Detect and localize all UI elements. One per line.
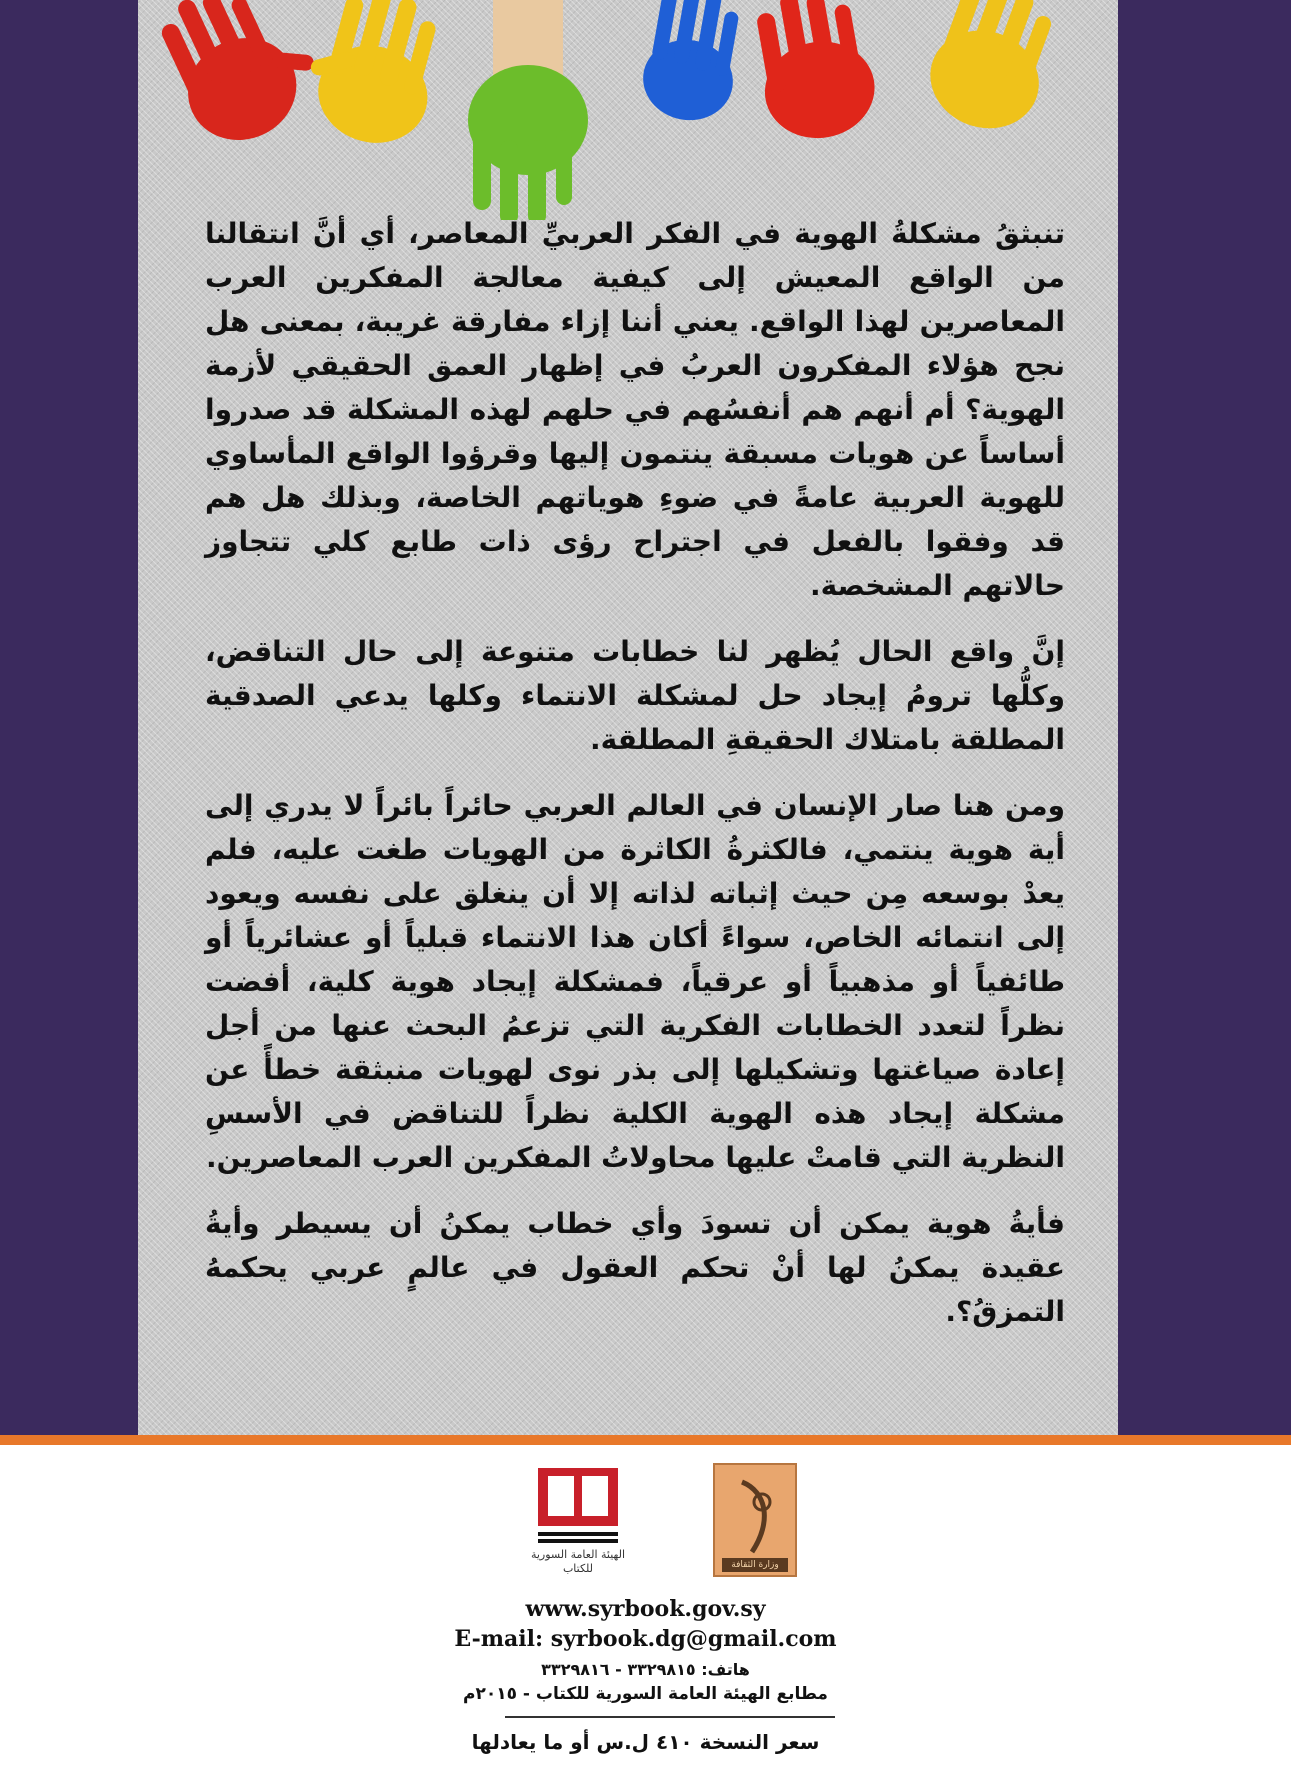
painted-hands-illustration bbox=[138, 0, 1118, 220]
website-link[interactable]: www.syrbook.gov.sy bbox=[525, 1596, 766, 1622]
printer-info: مطابع الهيئة العامة السورية للكتاب - ٢٠١٥م bbox=[463, 1684, 828, 1704]
price-label: سعر النسخة ٤١٠ ل.س أو ما يعادلها bbox=[471, 1730, 820, 1754]
book-authority-caption: الهيئة العامة السورية للكتاب bbox=[530, 1548, 626, 1575]
orange-divider bbox=[0, 1435, 1291, 1445]
phone-numbers: هاتف: ٣٣٢٩٨١٥ - ٣٣٢٩٨١٦ bbox=[541, 1660, 750, 1679]
ministry-caption: وزارة الثقافة bbox=[731, 1560, 779, 1570]
footer-divider bbox=[505, 1716, 835, 1718]
ministry-of-culture-logo bbox=[712, 1462, 798, 1580]
paragraph-3: ومن هنا صار الإنسان في العالم العربي حائراً بائراً لا يدري إلى أية هوية ينتمي، فالكثرةُ الكاثرة من الهويات طغت عليه، فلم يعدْ بوسعه مِن حيث إثباته لذاته إلا أن ينغلق على نفسه ويعود إلى انتمائه الخاص، سواءً أكان هذا الانتماء قبلياً أو عشائرياً أو طائفياً أو مذهبياً أو عرقياً، فمشكلة إيجاد هوية كلية، أفضت نظراً لتعدد الخطابات الفكرية التي تزعمُ البحث عنها من أجل إعادة صياغتها وتشكيلها إلى بذر نوى لهويات منبثقة خطأً عن مشكلة إيجاد هذه الهوية الكلية نظراً للتناقض في الأسسِ النظرية التي قامتْ عليها محاولاتُ المفكرين العرب المعاصرين. bbox=[205, 789, 1065, 1174]
hands-icon bbox=[138, 0, 1118, 220]
syrian-book-authority-logo bbox=[530, 1462, 626, 1580]
paragraph-2: إنَّ واقع الحال يُظهر لنا خطابات متنوعة إلى حال التناقض، وكلُّها ترومُ إيجاد حل لمشكلة الانتماء وكلها يدعي الصدقية المطلقة بامتلاك الحقيقةِ المطلقة. bbox=[205, 635, 1065, 756]
paragraph-4: فأيةُ هوية يمكن أن تسودَ وأي خطاب يمكنُ أن يسيطر وأيةُ عقيدة يمكنُ لها أنْ تحكم العقول في عالمٍ عربي يحكمهُ التمزقُ؟. bbox=[205, 1207, 1065, 1328]
back-cover-text bbox=[205, 212, 1065, 1356]
email-link[interactable]: E-mail: syrbook.dg@gmail.com bbox=[454, 1626, 837, 1652]
paragraph-1: تنبثقُ مشكلةُ الهوية في الفكر العربيِّ المعاصر، أي أنَّ انتقالنا من الواقع المعيش إلى كيفية معالجة المفكرين العرب المعاصرين لهذا الواقع. يعني أننا إزاء مفارقة غريبة، بمعنى هل نجح هؤلاء المفكرون العربُ في إظهار العمق الحقيقي لأزمة الهوية؟ أم أنهم هم أنفسُهم في حلهم لهذه المشكلة قد صدروا أساساً عن هويات مسبقة ينتمون إليها وقرؤوا الواقع المأساوي للهوية العربية عامةً في ضوءِ هوياتهم الخاصة، وبذلك هل هم قد وفقوا بالفعل في اجتراح رؤى ذات طابع كلي تتجاوز حالاتهم المشخصة. bbox=[205, 217, 1065, 602]
